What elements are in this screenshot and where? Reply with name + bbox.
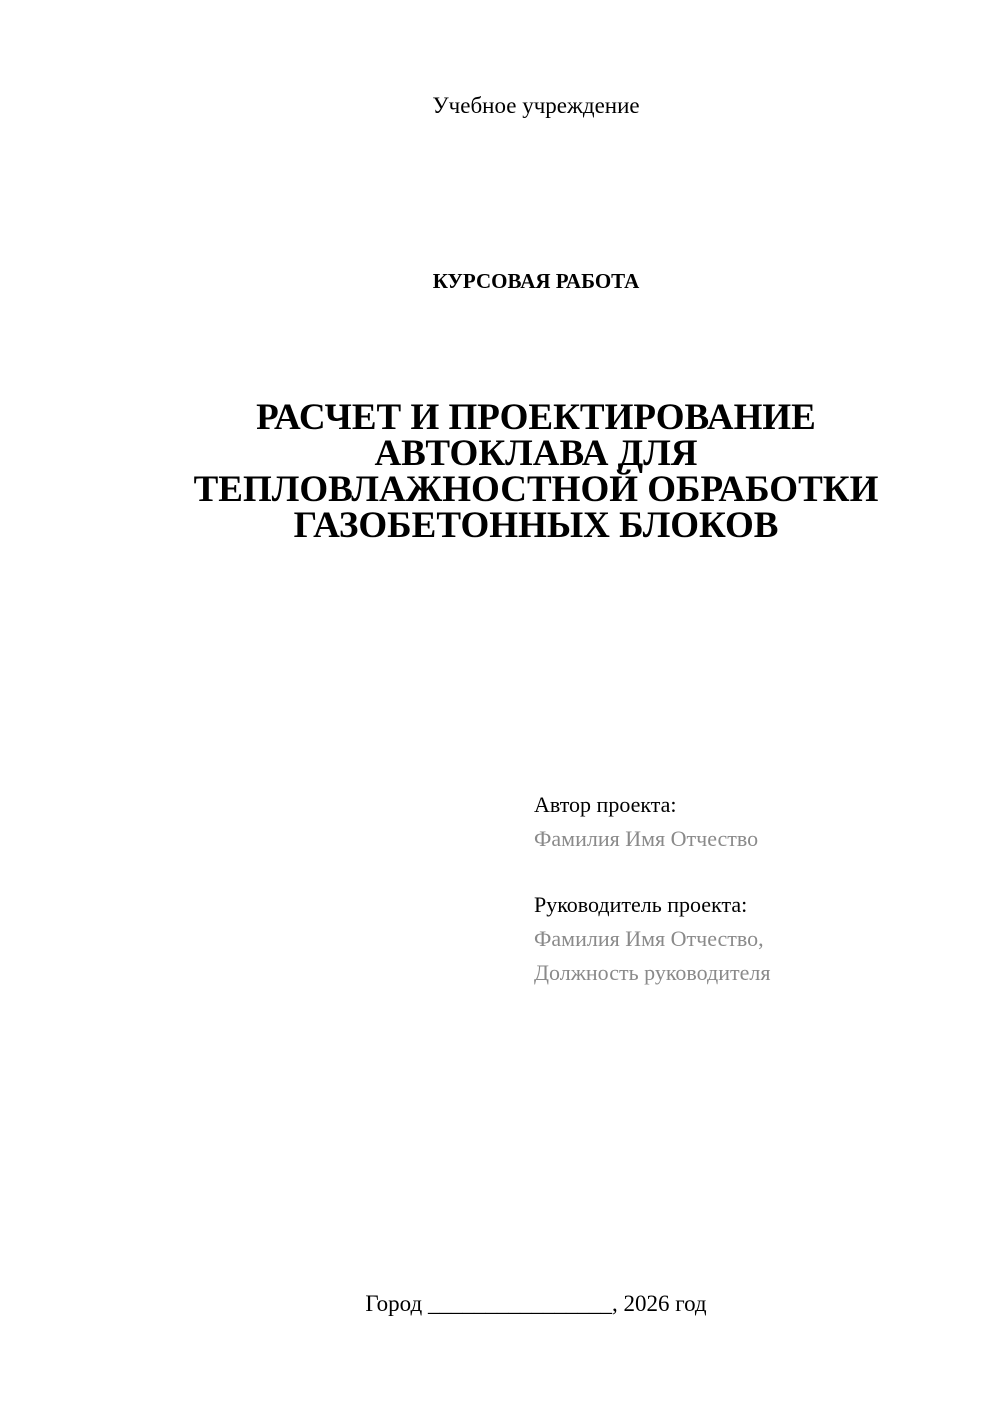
title-line: ТЕПЛОВЛАЖНОСТНОЙ ОБРАБОТКИ [193, 469, 879, 510]
title-line: ГАЗОБЕТОННЫХ БЛОКОВ [293, 505, 779, 546]
document-type: КУРСОВАЯ РАБОТА [432, 269, 640, 293]
spacer [534, 856, 974, 888]
title-line: АВТОКЛАВА ДЛЯ [374, 433, 698, 474]
supervisor-position: Должность руководителя [534, 960, 771, 985]
author-name: Фамилия Имя Отчество [534, 826, 759, 851]
document-title [140, 397, 932, 546]
author-label: Автор проекта: [534, 792, 677, 817]
supervisor-name: Фамилия Имя Отчество, [534, 926, 764, 951]
title-line: РАСЧЕТ И ПРОЕКТИРОВАНИЕ [256, 397, 816, 438]
people-block [534, 788, 974, 990]
institution-name: Учебное учреждение [432, 93, 640, 118]
city-year-line: Город ________________, 2026 год [365, 1291, 707, 1316]
supervisor-label: Руководитель проекта: [534, 892, 748, 917]
